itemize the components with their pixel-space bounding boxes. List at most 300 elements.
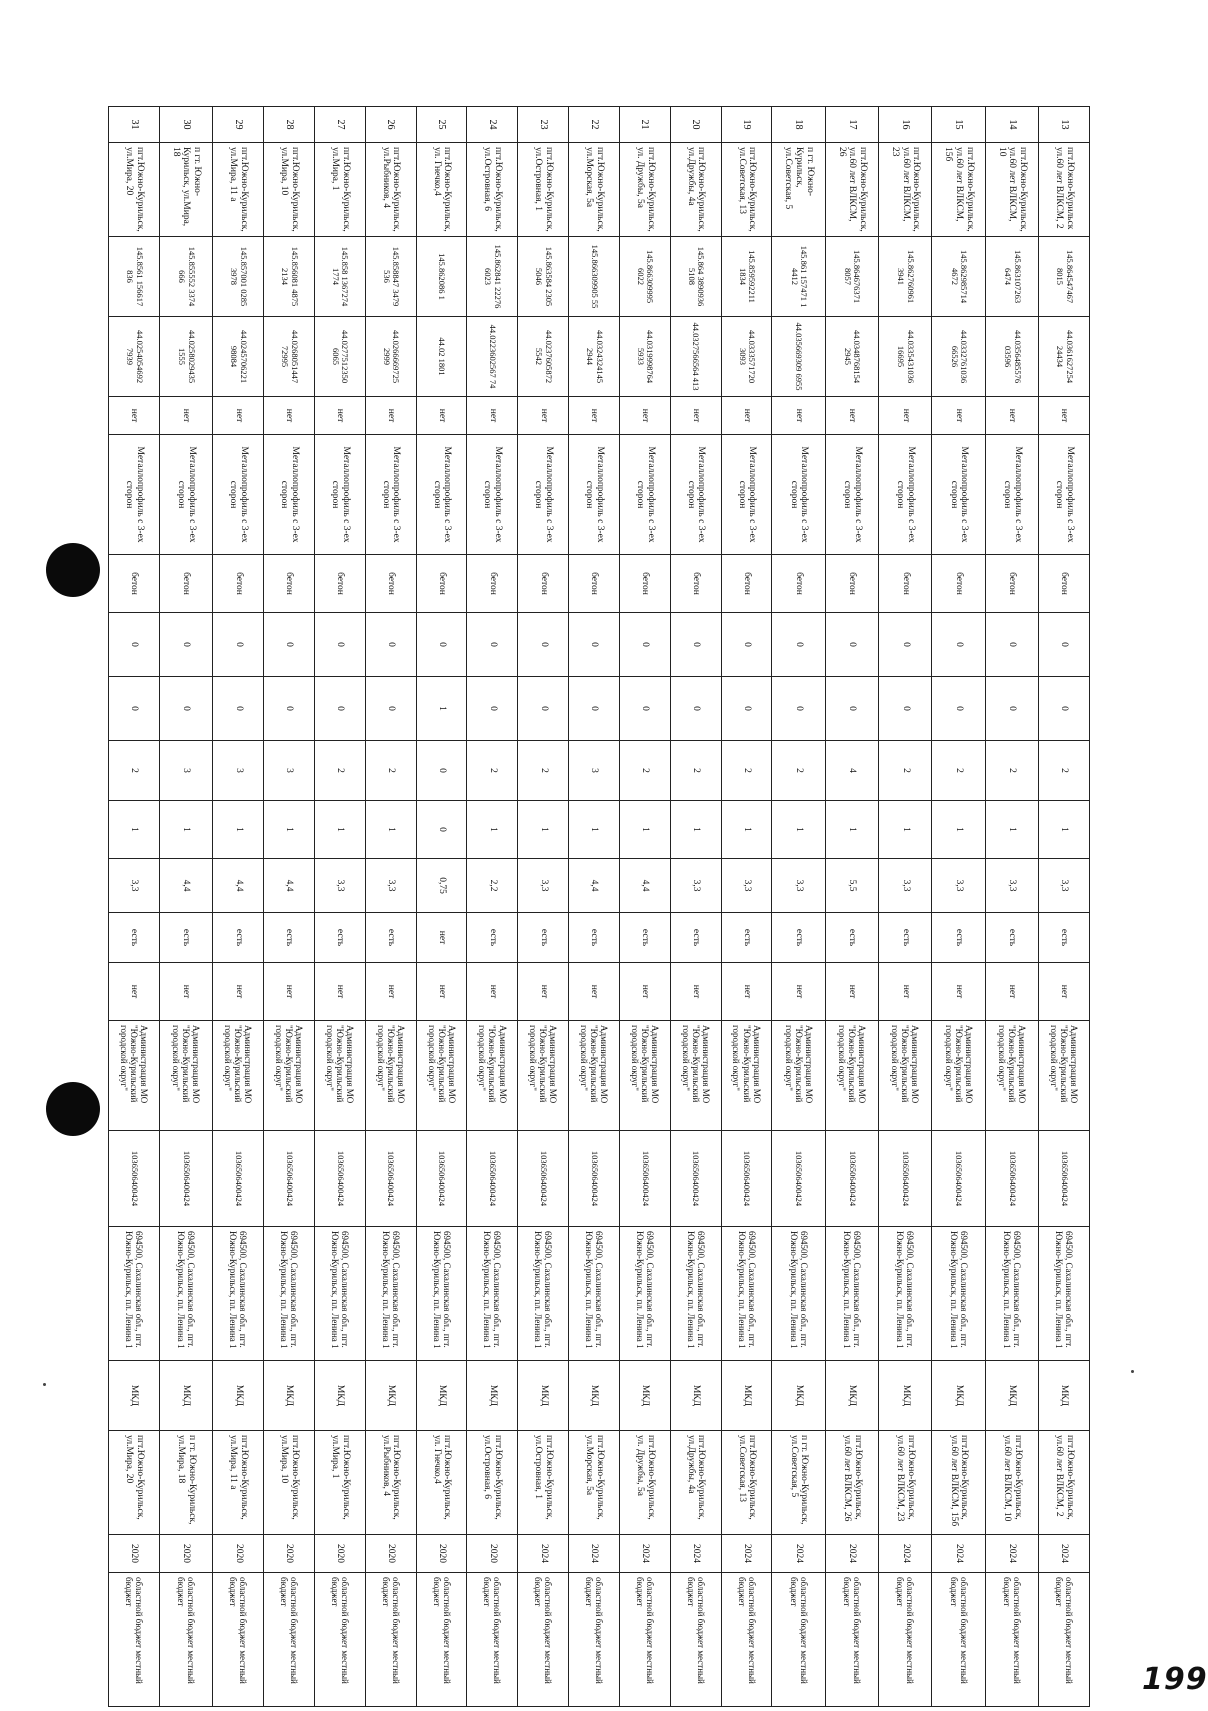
cell-lat: 145.864 3890936 5108	[670, 237, 721, 317]
cell-c2: 0	[985, 677, 1038, 741]
cell-canopy: нет	[264, 963, 315, 1021]
cell-c4: 1	[670, 801, 721, 859]
cell-fence: Металлопрофиль с 3-ех сторон	[569, 435, 620, 555]
cell-base: бетон	[160, 555, 213, 613]
cell-lon: 44.0356485576 03596	[985, 317, 1038, 397]
cell-cover: есть	[619, 913, 670, 963]
cell-address: пгт.Южно-Курильск, ул.Островная, 1	[518, 143, 569, 237]
cell-c1: 0	[467, 613, 518, 677]
cell-address: пгт.Южно-Курильск, ул.Дружбы, 4а	[670, 143, 721, 237]
table-row	[160, 107, 213, 1707]
cell-c1: 0	[416, 613, 467, 677]
cell-cover: нет	[416, 913, 467, 963]
cell-c3: 2	[365, 741, 416, 801]
cell-base: бетон	[569, 555, 620, 613]
cell-c1: 0	[772, 613, 825, 677]
cell-canopy: нет	[569, 963, 620, 1021]
cell-lat: 145.862086 1	[416, 237, 467, 317]
cell-address: пгт.Южно-Курильск, ул.Мира, 20	[109, 143, 160, 237]
cell-cover: есть	[825, 913, 878, 963]
cell-kgr: нет	[932, 397, 985, 435]
cell-address: пгт.Южно-Курильск, ул.Рыбников, 4	[365, 143, 416, 237]
cell-canopy: нет	[932, 963, 985, 1021]
cell-n: 22	[569, 107, 620, 143]
cell-type: МКД	[879, 1361, 932, 1431]
cell-c4: 1	[619, 801, 670, 859]
cell-year: 2024	[518, 1535, 569, 1573]
cell-kgr: нет	[721, 397, 772, 435]
cell-c3: 4	[825, 741, 878, 801]
cell-kgr: нет	[416, 397, 467, 435]
cell-type: МКД	[467, 1361, 518, 1431]
cell-n: 27	[315, 107, 366, 143]
cell-org: Администрация МО "Южно-Курильский городской округ"	[825, 1021, 878, 1131]
cell-org: Администрация МО "Южно-Курильский городской округ"	[160, 1021, 213, 1131]
cell-type: МКД	[109, 1361, 160, 1431]
cell-kgr: нет	[569, 397, 620, 435]
cell-fence: Металлопрофиль с 3-ех сторон	[467, 435, 518, 555]
cell-c3: 2	[879, 741, 932, 801]
table-row	[213, 107, 264, 1707]
cell-c4: 0	[416, 801, 467, 859]
cell-lon: 44.0332761036 66526	[932, 317, 985, 397]
cell-address: пгт.Южно-Курильск, ул.Морская, 5а	[569, 143, 620, 237]
cell-fence: Металлопрофиль с 3-ех сторон	[1039, 435, 1090, 555]
cell-base: бетон	[825, 555, 878, 613]
cell-c1: 0	[315, 613, 366, 677]
cell-kgr: нет	[109, 397, 160, 435]
cell-area: 3,3	[365, 859, 416, 913]
cell-kgr: нет	[1039, 397, 1090, 435]
cell-c4: 1	[772, 801, 825, 859]
cell-kgr: нет	[213, 397, 264, 435]
cell-n: 28	[264, 107, 315, 143]
cell-org-addr: 694500, Сахалинская обл., пгт. Южно-Курильск, пл. Ленина 1	[670, 1227, 721, 1361]
cell-fence: Металлопрофиль с 3-ех сторон	[825, 435, 878, 555]
cell-c4: 1	[569, 801, 620, 859]
cell-fence: Металлопрофиль с 3-ех сторон	[985, 435, 1038, 555]
cell-area: 5,5	[825, 859, 878, 913]
cell-fence: Металлопрофиль с 3-ех сторон	[879, 435, 932, 555]
cell-org-addr: 694500, Сахалинская обл., пгт. Южно-Курильск, пл. Ленина 1	[416, 1227, 467, 1361]
cell-c4: 1	[879, 801, 932, 859]
cell-type: МКД	[569, 1361, 620, 1431]
table-row	[932, 107, 985, 1707]
cell-c3: 3	[160, 741, 213, 801]
cell-fence: Металлопрофиль с 3-ех сторон	[315, 435, 366, 555]
cell-type: МКД	[825, 1361, 878, 1431]
cell-c1: 0	[879, 613, 932, 677]
cell-c2: 0	[569, 677, 620, 741]
cell-ogrn: 1036506400424	[416, 1131, 467, 1227]
cell-base: бетон	[1039, 555, 1090, 613]
cell-c3: 2	[619, 741, 670, 801]
cell-n: 29	[213, 107, 264, 143]
cell-c2: 0	[772, 677, 825, 741]
cell-fence: Металлопрофиль с 3-ех сторон	[264, 435, 315, 555]
cell-org: Администрация МО "Южно-Курильский городской округ"	[416, 1021, 467, 1131]
cell-area: 3,3	[772, 859, 825, 913]
cell-type: МКД	[772, 1361, 825, 1431]
cell-lon: 44.0348768154 2945	[825, 317, 878, 397]
cell-sources: пгт.Южно-Курильск, ул.Мира, 1	[315, 1431, 366, 1535]
cell-c3: 2	[109, 741, 160, 801]
cell-area: 3,3	[518, 859, 569, 913]
cell-c3: 3	[569, 741, 620, 801]
cell-fund: областной бюджет местный бюджет	[264, 1573, 315, 1707]
cell-lon: 44.0254054692 7939	[109, 317, 160, 397]
cell-base: бетон	[670, 555, 721, 613]
cell-base: бетон	[721, 555, 772, 613]
cell-c2: 0	[721, 677, 772, 741]
cell-n: 31	[109, 107, 160, 143]
cell-c1: 0	[160, 613, 213, 677]
cell-c2: 0	[879, 677, 932, 741]
cell-base: бетон	[619, 555, 670, 613]
punch-hole-bottom	[46, 1082, 100, 1136]
cell-type: МКД	[315, 1361, 366, 1431]
cell-year: 2020	[416, 1535, 467, 1573]
cell-year: 2024	[721, 1535, 772, 1573]
cell-sources: пгт.Южно-Курильск, ул.60 лет ВЛКСМ, 23	[879, 1431, 932, 1535]
cell-ogrn: 1036506400424	[721, 1131, 772, 1227]
cell-c1: 0	[264, 613, 315, 677]
cell-c3: 2	[985, 741, 1038, 801]
cell-c2: 0	[518, 677, 569, 741]
cell-fence: Металлопрофиль с 3-ех сторон	[213, 435, 264, 555]
cell-canopy: нет	[365, 963, 416, 1021]
cell-sources: пгт.Южно-Курильск, ул. Дружбы, 5а	[619, 1431, 670, 1535]
cell-org: Администрация МО "Южно-Курильский городской округ"	[932, 1021, 985, 1131]
cell-org-addr: 694500, Сахалинская обл., пгт. Южно-Курильск, пл. Ленина 1	[264, 1227, 315, 1361]
cell-cover: есть	[264, 913, 315, 963]
cell-area: 0,75	[416, 859, 467, 913]
cell-sources: пгт.Южно-Курильск, ул.60 лет ВЛКСМ, 2	[1039, 1431, 1090, 1535]
cell-type: МКД	[264, 1361, 315, 1431]
cell-cover: есть	[109, 913, 160, 963]
cell-base: бетон	[264, 555, 315, 613]
cell-canopy: нет	[619, 963, 670, 1021]
cell-n: 16	[879, 107, 932, 143]
cell-n: 20	[670, 107, 721, 143]
cell-year: 2024	[879, 1535, 932, 1573]
cell-org-addr: 694500, Сахалинская обл., пгт. Южно-Курильск, пл. Ленина 1	[825, 1227, 878, 1361]
cell-cover: есть	[670, 913, 721, 963]
cell-c1: 0	[569, 613, 620, 677]
cell-org-addr: 694500, Сахалинская обл., пгт. Южно-Курильск, пл. Ленина 1	[467, 1227, 518, 1361]
table-row	[518, 107, 569, 1707]
cell-kgr: нет	[315, 397, 366, 435]
cell-kgr: нет	[518, 397, 569, 435]
cell-fence: Металлопрофиль с 3-ех сторон	[109, 435, 160, 555]
cell-kgr: нет	[160, 397, 213, 435]
table-row	[569, 107, 620, 1707]
cell-c1: 0	[518, 613, 569, 677]
cell-c1: 0	[825, 613, 878, 677]
cell-address: пгт.Южно-Курильск, ул.Мира, 1	[315, 143, 366, 237]
cell-org: Администрация МО "Южно-Курильский городской округ"	[670, 1021, 721, 1131]
cell-org: Администрация МО "Южно-Курильский городской округ"	[772, 1021, 825, 1131]
cell-type: МКД	[365, 1361, 416, 1431]
cell-c2: 0	[109, 677, 160, 741]
cell-kgr: нет	[985, 397, 1038, 435]
cell-address: пгт.Южно-Курильск, ул.60 лет ВЛКСМ, 26	[825, 143, 878, 237]
cell-type: МКД	[416, 1361, 467, 1431]
cell-year: 2020	[109, 1535, 160, 1573]
cell-c4: 1	[264, 801, 315, 859]
cell-area: 3,3	[985, 859, 1038, 913]
cell-cover: есть	[721, 913, 772, 963]
cell-year: 2024	[825, 1535, 878, 1573]
cell-c3: 2	[772, 741, 825, 801]
cell-kgr: нет	[772, 397, 825, 435]
cell-fund: областной бюджет местный бюджет	[772, 1573, 825, 1707]
cell-fence: Металлопрофиль с 3-ех сторон	[365, 435, 416, 555]
cell-org-addr: 694500, Сахалинская обл., пгт. Южно-Курильск, пл. Ленина 1	[772, 1227, 825, 1361]
cell-sources: пгт.Южно-Курильск, ул.Островная, 6	[467, 1431, 518, 1535]
cell-org-addr: 694500, Сахалинская обл., пгт. Южно-Курильск, пл. Ленина 1	[721, 1227, 772, 1361]
cell-sources: пгт.Южно-Курильск, ул. Гнечко,4	[416, 1431, 467, 1535]
cell-fund: областной бюджет местный бюджет	[619, 1573, 670, 1707]
cell-year: 2024	[932, 1535, 985, 1573]
cell-area: 3,3	[932, 859, 985, 913]
cell-lat: 145.861 157471 1 4412	[772, 237, 825, 317]
cell-lat: 145.866309905 55	[569, 237, 620, 317]
cell-address: пгт.Южно-Курильск, ул.Островная, 6	[467, 143, 518, 237]
table-row	[721, 107, 772, 1707]
cell-lat: 145.858847 3479 536	[365, 237, 416, 317]
cell-c4: 1	[518, 801, 569, 859]
cell-c3: 2	[721, 741, 772, 801]
cell-lat: 145.862985714 4672	[932, 237, 985, 317]
table-row	[879, 107, 932, 1707]
cell-cover: есть	[1039, 913, 1090, 963]
cell-c4: 1	[467, 801, 518, 859]
cell-sources: пгт.Южно-Курильск, ул.60 лет ВЛКСМ, 26	[825, 1431, 878, 1535]
cell-org: Администрация МО "Южно-Курильский городской округ"	[467, 1021, 518, 1131]
cell-base: бетон	[213, 555, 264, 613]
cell-lat: 145.858 1367274 1774	[315, 237, 366, 317]
cell-area: 3,3	[879, 859, 932, 913]
cell-base: бетон	[985, 555, 1038, 613]
cell-canopy: нет	[160, 963, 213, 1021]
cell-address: пгт.Южно-Курильск ул.60 лет ВЛКСМ, 2	[1039, 143, 1090, 237]
cell-c1: 0	[721, 613, 772, 677]
cell-lat: 145.856081 4875 2134	[264, 237, 315, 317]
cell-area: 3,3	[1039, 859, 1090, 913]
cell-n: 24	[467, 107, 518, 143]
cell-ogrn: 1036506400424	[619, 1131, 670, 1227]
cell-org: Администрация МО "Южно-Курильский городской округ"	[109, 1021, 160, 1131]
cell-fence: Металлопрофиль с 3-ех сторон	[619, 435, 670, 555]
cell-lon: 44.0319998764 5933	[619, 317, 670, 397]
cell-ogrn: 1036506400424	[825, 1131, 878, 1227]
cell-org-addr: 694500, Сахалинская обл., пгт. Южно-Курильск, пл. Ленина 1	[932, 1227, 985, 1361]
cell-c2: 0	[825, 677, 878, 741]
cell-org: Администрация МО "Южно-Курильский городской округ"	[315, 1021, 366, 1131]
cell-n: 26	[365, 107, 416, 143]
cell-c3: 2	[670, 741, 721, 801]
cell-lon: 44.0258029435 1555	[160, 317, 213, 397]
cell-sources: пгт.Южно-Курильск, ул.Рыбников, 4	[365, 1431, 416, 1535]
cell-ogrn: 1036506400424	[772, 1131, 825, 1227]
cell-area: 4,4	[569, 859, 620, 913]
cell-sources: п гт. Южно-Курильск, ул.Мира, 18	[160, 1431, 213, 1535]
cell-address: пгт.Южно-Курильск, ул.60 лет ВЛКСМ, 10	[985, 143, 1038, 237]
cell-lon: 44.0277512350 6065	[315, 317, 366, 397]
cell-n: 21	[619, 107, 670, 143]
cell-c3: 2	[467, 741, 518, 801]
cell-ogrn: 1036506400424	[518, 1131, 569, 1227]
cell-sources: пгт.Южно-Курильск, ул.Островная, 1	[518, 1431, 569, 1535]
cell-c1: 0	[670, 613, 721, 677]
cell-org: Администрация МО "Южно-Курильский городской округ"	[518, 1021, 569, 1131]
cell-n: 30	[160, 107, 213, 143]
cell-fence: Металлопрофиль с 3-ех сторон	[416, 435, 467, 555]
cell-n: 18	[772, 107, 825, 143]
cell-ogrn: 1036506400424	[1039, 1131, 1090, 1227]
cell-cover: есть	[879, 913, 932, 963]
cell-year: 2024	[670, 1535, 721, 1573]
cell-c2: 0	[467, 677, 518, 741]
cell-base: бетон	[772, 555, 825, 613]
table-row	[109, 107, 160, 1707]
table-row	[315, 107, 366, 1707]
cell-lat: 145.862841 22276 6023	[467, 237, 518, 317]
cell-type: МКД	[160, 1361, 213, 1431]
cell-n: 25	[416, 107, 467, 143]
cell-year: 2020	[315, 1535, 366, 1573]
cell-fund: областной бюджет местный бюджет	[518, 1573, 569, 1707]
cell-cover: есть	[985, 913, 1038, 963]
cell-lon: 44.0237605872 5542	[518, 317, 569, 397]
cell-type: МКД	[213, 1361, 264, 1431]
cell-ogrn: 1036506400424	[365, 1131, 416, 1227]
cell-cover: есть	[467, 913, 518, 963]
cell-c4: 1	[365, 801, 416, 859]
cell-canopy: нет	[879, 963, 932, 1021]
cell-c4: 1	[932, 801, 985, 859]
cell-c4: 1	[160, 801, 213, 859]
cell-ogrn: 1036506400424	[109, 1131, 160, 1227]
cell-ogrn: 1036506400424	[670, 1131, 721, 1227]
cell-lat: 145.863584 2305 5046	[518, 237, 569, 317]
cell-org-addr: 694500, Сахалинская обл., пгт. Южно-Курильск, пл. Ленина 1	[315, 1227, 366, 1361]
cell-type: МКД	[932, 1361, 985, 1431]
cell-org-addr: 694500, Сахалинская обл., пгт. Южно-Курильск, пл. Ленина 1	[160, 1227, 213, 1361]
cell-ogrn: 1036506400424	[932, 1131, 985, 1227]
cell-year: 2024	[1039, 1535, 1090, 1573]
cell-lat: 145.863107263 6474	[985, 237, 1038, 317]
cell-c1: 0	[619, 613, 670, 677]
cell-c2: 0	[619, 677, 670, 741]
cell-c2: 0	[365, 677, 416, 741]
cell-c2: 0	[264, 677, 315, 741]
cell-fund: областной бюджет местный бюджет	[721, 1573, 772, 1707]
cell-cover: есть	[213, 913, 264, 963]
cell-cover: есть	[160, 913, 213, 963]
scan-speck	[43, 1383, 46, 1386]
cell-sources: п гт. Южно-Курильск, ул.Советская, 5	[772, 1431, 825, 1535]
cell-c2: 0	[160, 677, 213, 741]
cell-year: 2024	[619, 1535, 670, 1573]
cell-sources: пгт.Южно-Курильск, ул.Дружбы, 4а	[670, 1431, 721, 1535]
cell-org: Администрация МО "Южно-Курильский городской округ"	[985, 1021, 1038, 1131]
cell-fund: областной бюджет местный бюджет	[985, 1573, 1038, 1707]
cell-c1: 0	[932, 613, 985, 677]
cell-area: 2,2	[467, 859, 518, 913]
cell-fund: областной бюджет местный бюджет	[932, 1573, 985, 1707]
table-row	[670, 107, 721, 1707]
cell-sources: пгт.Южно-Курильск, ул.Морская, 5а	[569, 1431, 620, 1535]
cell-c4: 1	[1039, 801, 1090, 859]
cell-year: 2020	[365, 1535, 416, 1573]
cell-org-addr: 694500, Сахалинская обл., пгт. Южно-Курильск, пл. Ленина 1	[619, 1227, 670, 1361]
cell-lat: 145.864676371 8057	[825, 237, 878, 317]
table-row	[825, 107, 878, 1707]
cell-lon: 44.0245706221 98084	[213, 317, 264, 397]
cell-lat: 145.866309995 6022	[619, 237, 670, 317]
cell-ogrn: 1036506400424	[569, 1131, 620, 1227]
cell-canopy: нет	[772, 963, 825, 1021]
cell-org-addr: 694500, Сахалинская обл., пгт. Южно-Курильск, пл. Ленина 1	[365, 1227, 416, 1361]
cell-area: 4,4	[213, 859, 264, 913]
cell-address: п гт. Южно-Курильск, ул.Мира, 18	[160, 143, 213, 237]
cell-base: бетон	[518, 555, 569, 613]
cell-sources: пгт.Южно-Курильск, ул.Мира, 11 а	[213, 1431, 264, 1535]
cell-lat: 145.859592211 1834	[721, 237, 772, 317]
cell-type: МКД	[985, 1361, 1038, 1431]
cell-fence: Металлопрофиль с 3-ех сторон	[772, 435, 825, 555]
cell-kgr: нет	[825, 397, 878, 435]
cell-c4: 1	[109, 801, 160, 859]
cell-c1: 0	[985, 613, 1038, 677]
cell-ogrn: 1036506400424	[213, 1131, 264, 1227]
cell-org-addr: 694500, Сахалинская обл., пгт. Южно-Курильск, пл. Ленина 1	[879, 1227, 932, 1361]
cell-org: Администрация МО "Южно-Курильский городской округ"	[365, 1021, 416, 1131]
cell-year: 2020	[467, 1535, 518, 1573]
cell-canopy: нет	[985, 963, 1038, 1021]
cell-n: 19	[721, 107, 772, 143]
cell-lat: 145.8561 156617 836	[109, 237, 160, 317]
cell-area: 3,3	[315, 859, 366, 913]
cell-c4: 1	[721, 801, 772, 859]
table-row	[416, 107, 467, 1707]
cell-kgr: нет	[879, 397, 932, 435]
cell-c2: 0	[670, 677, 721, 741]
table-row	[619, 107, 670, 1707]
table-row	[1039, 107, 1090, 1707]
cell-fence: Металлопрофиль с 3-ех сторон	[160, 435, 213, 555]
cell-area: 4,4	[160, 859, 213, 913]
cell-base: бетон	[467, 555, 518, 613]
cell-base: бетон	[879, 555, 932, 613]
cell-fund: областной бюджет местный бюджет	[467, 1573, 518, 1707]
cell-n: 14	[985, 107, 1038, 143]
cell-org-addr: 694500, Сахалинская обл., пгт. Южно-Курильск, пл. Ленина 1	[569, 1227, 620, 1361]
cell-cover: есть	[315, 913, 366, 963]
table-row	[264, 107, 315, 1707]
cell-area: 4,4	[619, 859, 670, 913]
table-row	[772, 107, 825, 1707]
cell-sources: пгт.Южно-Курильск, ул.Мира, 20	[109, 1431, 160, 1535]
table-row	[985, 107, 1038, 1707]
cell-org: Администрация МО "Южно-Курильский городской округ"	[879, 1021, 932, 1131]
cell-lon: 44.0333571720 3093	[721, 317, 772, 397]
rotated-table-wrapper	[108, 106, 1090, 1684]
cell-org: Администрация МО "Южно-Курильский городской округ"	[619, 1021, 670, 1131]
cell-fund: областной бюджет местный бюджет	[825, 1573, 878, 1707]
